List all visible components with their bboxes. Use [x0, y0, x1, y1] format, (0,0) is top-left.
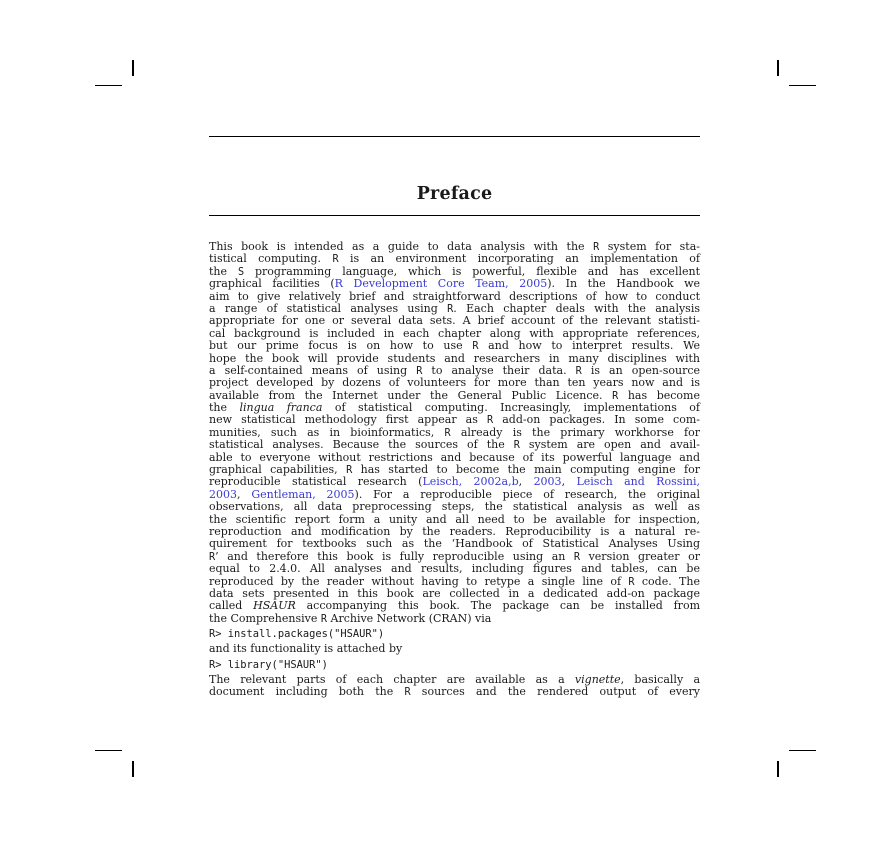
r-code-name: R [444, 427, 451, 439]
text-span: quirement for textbooks such as the ‘Handbook of Statistical Analyses Using [209, 537, 700, 551]
code-install-packages: R> install.packages("HSAUR") [209, 628, 385, 641]
text-span: statistical analyses. Because the sources of the [209, 438, 514, 452]
r-code-name: R [487, 415, 494, 427]
text-span: programming language, which is powerful, flexible and has excellent [244, 264, 700, 278]
r-code-name: R [472, 341, 479, 353]
text-span: This book is intended as a guide to data analysis with the [209, 240, 594, 253]
preface-body [209, 241, 700, 698]
text-span: graphical facilities ( [209, 277, 335, 291]
r-code-name: R [575, 365, 582, 377]
text-span: is an environment incorporating an implementation of [338, 252, 700, 266]
crop-mark-top-left-horizontal [95, 85, 122, 86]
text-span: system for sta- [599, 240, 700, 253]
text-span: Archive Network (CRAN) via [327, 611, 492, 625]
text-span: the [209, 264, 238, 278]
text-span: and how to interpret results. We [478, 339, 700, 353]
page-title: Preface [416, 184, 493, 204]
text-line [209, 613, 700, 625]
text-span: observations, all data preprocessing steps, the statistical analysis as well as [209, 500, 700, 514]
r-code-name: R [447, 303, 454, 315]
crop-mark-top-right-vertical [777, 60, 779, 76]
text-span: . Each chapter deals with the analysis [453, 301, 700, 315]
citation-link[interactable]: R Development Core Team, 2005 [334, 277, 548, 291]
text-span: code. The [634, 574, 700, 588]
text-span: of statistical computing. Increasingly, implementations of [322, 401, 701, 415]
text-span: the scientific report form a unity and all need to be available for inspection, [209, 512, 700, 526]
citation-link[interactable]: Leisch, 2002a,b [422, 475, 519, 489]
paragraph-vignette [209, 674, 700, 699]
text-span: has become [618, 388, 700, 402]
text-span: reproduction and modification by the readers. Reproducibility is a natural re- [209, 524, 700, 538]
text-span: able to everyone without restrictions and because of its powerful language and [209, 450, 700, 464]
r-code-name: R [346, 465, 353, 477]
text-span: , [561, 475, 577, 489]
r-code-name: R [404, 686, 411, 698]
text-span: graphical capabilities, [209, 463, 347, 477]
r-code-name: R [573, 551, 581, 563]
citation-link[interactable]: Leisch and Rossini, [576, 475, 700, 489]
r-code-name: R [332, 254, 339, 266]
paragraph-middle: and its functionality is attached by [209, 642, 403, 656]
r-code-name: R [320, 613, 327, 625]
text-span: new statistical methodology first appear as [209, 413, 487, 427]
r-code-name: R [209, 551, 216, 563]
text-span: the Comprehensive [209, 611, 321, 625]
crop-mark-bottom-right-horizontal [789, 750, 816, 751]
text-span: reproducible statistical research ( [209, 475, 423, 489]
text-span: sources and the rendered output of every [410, 684, 701, 698]
code-library: R> library("HSAUR") [209, 658, 328, 671]
text-span: called [209, 599, 254, 613]
text-span: accompanying this book. The package can be installed from [295, 599, 700, 613]
r-code-name: R [593, 242, 600, 253]
text-span: aim to give relatively brief and straightforward descriptions of how to conduct [209, 289, 700, 303]
text-span: The relevant parts of each chapter are available as a [209, 672, 575, 686]
text-span: a range of statistical analyses using [209, 301, 448, 315]
top-rule [209, 136, 700, 137]
text-span: reproduced by the reader without having to retype a single line of [209, 574, 629, 588]
text-span: version greater or [580, 549, 700, 563]
citation-link[interactable]: 2003 [209, 487, 237, 501]
emphasis-text: lingua franca [239, 401, 323, 415]
r-code-name: R [628, 576, 635, 588]
text-span: to analyse their data. [422, 363, 576, 377]
text-span: hope the book will provide students and researchers in many disciplines with [209, 351, 700, 365]
crop-mark-top-left-vertical [132, 60, 134, 76]
crop-mark-top-right-horizontal [789, 85, 816, 86]
emphasis-text: HSAUR [253, 599, 296, 613]
paragraph-intro [209, 241, 700, 625]
citation-link[interactable]: Gentleman, 2005 [251, 487, 355, 501]
text-span: document including both the [209, 684, 405, 698]
text-span: already is the primary workhorse for [450, 425, 700, 439]
text-span: appropriate for one or several data sets. A brief account of the relevant statisti- [209, 314, 700, 328]
text-span: project developed by dozens of volunteers for more than ten years now and is [209, 376, 700, 390]
crop-mark-bottom-right-vertical [777, 761, 779, 777]
r-code-name: R [416, 365, 423, 377]
text-span: the [209, 401, 240, 415]
r-code-name: S [237, 266, 245, 278]
text-span: add-on packages. In some com- [493, 413, 700, 427]
title-underline-rule [209, 215, 700, 216]
text-span: available from the Internet under the General Public Licence. [209, 388, 613, 402]
citation-link[interactable]: 2003 [533, 475, 562, 489]
text-span: , basically a [620, 672, 701, 686]
r-code-name: R [513, 440, 520, 452]
text-span: munities, such as in bioinformatics, [209, 425, 445, 439]
text-span: but our prime focus is on how to use [209, 339, 473, 353]
text-line [209, 686, 700, 698]
text-span: ’ and therefore this book is fully reproducible using an [215, 549, 574, 563]
text-span: equal to 2.4.0. All analyses and results, including figures and tables, can be [209, 562, 700, 576]
crop-mark-bottom-left-horizontal [95, 750, 122, 751]
text-span: is an open-source [581, 363, 700, 377]
text-span: data sets presented in this book are collected in a dedicated add-on package [209, 586, 700, 600]
text-span: system are open and avail- [519, 438, 701, 452]
text-span: ). For a reproducible piece of research, the original [354, 487, 701, 501]
text-span: has started to become the main computing engine for [352, 463, 700, 477]
text-span: , [237, 487, 252, 501]
text-span: tistical computing. [209, 252, 333, 266]
crop-mark-bottom-left-vertical [132, 761, 134, 777]
text-span: , [518, 475, 534, 489]
text-span: cal background is included in each chapter along with appropriate references, [209, 326, 700, 340]
r-code-name: R [612, 390, 619, 402]
emphasis-text: vignette [574, 672, 621, 686]
text-span: ). In the Handbook we [547, 277, 701, 291]
text-span: a self-contained means of using [209, 363, 417, 377]
